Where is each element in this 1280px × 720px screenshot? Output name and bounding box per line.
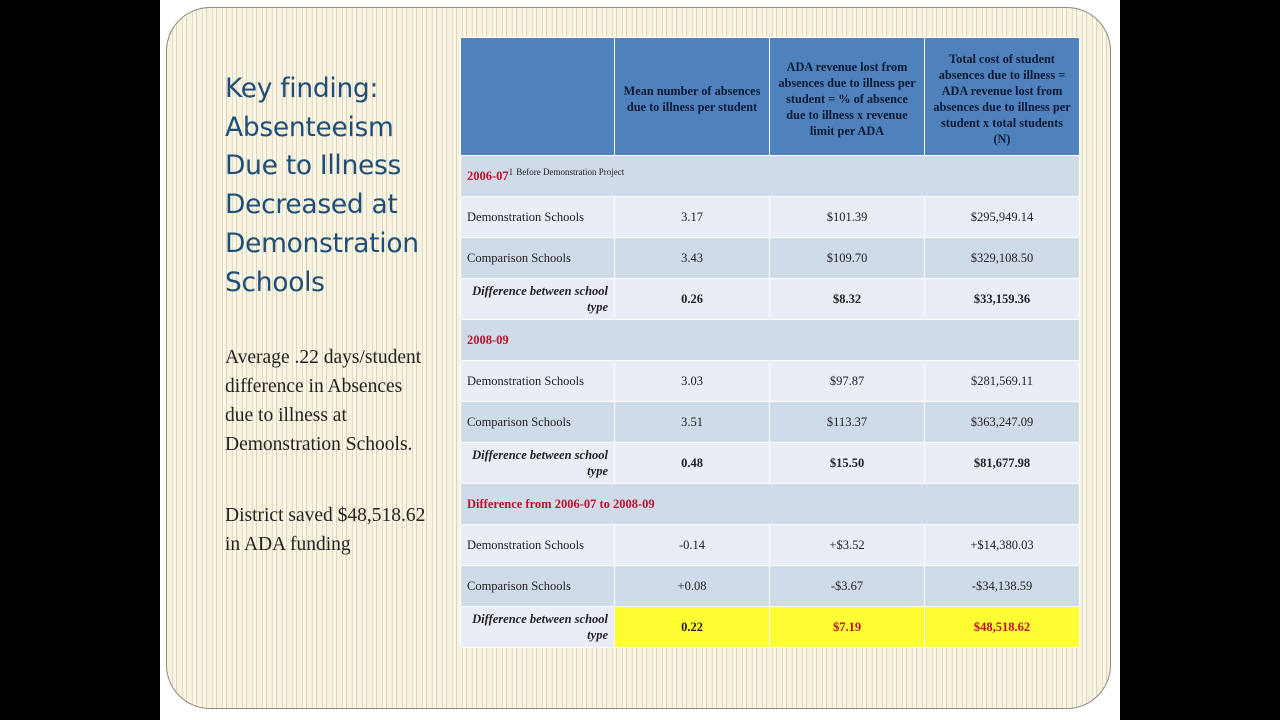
cell-total-highlighted: $48,518.62 (925, 607, 1080, 648)
slide-canvas (160, 0, 1120, 720)
row-label: Difference between school type (461, 607, 615, 648)
cell-mean: -0.14 (615, 525, 770, 566)
title-line: Schools (225, 266, 325, 298)
table-row (461, 566, 1080, 607)
paragraph-line: District saved $48,518.62 (225, 505, 426, 526)
row-label: Comparison Schools (461, 402, 615, 443)
cell-ada-highlighted: $7.19 (770, 607, 925, 648)
header-mean-absences: Mean number of absences due to illness per student (615, 38, 770, 156)
row-label: Difference between school type (461, 443, 615, 484)
title-line: Key finding: (225, 73, 379, 104)
section-note: Before Demonstration Project (516, 166, 625, 177)
table-row-difference (461, 443, 1080, 484)
row-label: Demonstration Schools (461, 197, 615, 238)
absence-cost-table (460, 37, 1080, 648)
cell-mean: +0.08 (615, 566, 770, 607)
cell-ada: $8.32 (770, 279, 925, 320)
paragraph-line: Demonstration Schools. (225, 434, 413, 455)
cell-ada: $97.87 (770, 361, 925, 402)
row-label: Demonstration Schools (461, 361, 615, 402)
cell-mean: 3.03 (615, 361, 770, 402)
cell-mean: 3.43 (615, 238, 770, 279)
row-label: Demonstration Schools (461, 525, 615, 566)
cell-total: -$34,138.59 (925, 566, 1080, 607)
table-row-difference-highlighted (461, 607, 1080, 648)
paragraph-line: difference in Absences (225, 376, 403, 397)
section-title: 2006-07 (467, 168, 509, 183)
section-row-2008-09 (461, 320, 1080, 361)
section-row-difference-years (461, 484, 1080, 525)
cell-total: $295,949.14 (925, 197, 1080, 238)
cell-total: $329,108.50 (925, 238, 1080, 279)
cell-ada: $101.39 (770, 197, 925, 238)
finding-paragraph (225, 343, 465, 459)
row-label: Difference between school type (461, 279, 615, 320)
table-header-row (461, 38, 1080, 156)
cell-ada: +$3.52 (770, 525, 925, 566)
cell-mean-highlighted: 0.22 (615, 607, 770, 648)
paragraph-line: due to illness at (225, 405, 347, 426)
slide-title (225, 70, 455, 302)
section-title: Difference from 2006-07 to 2008-09 (467, 496, 655, 511)
cell-mean: 0.26 (615, 279, 770, 320)
cell-total: +$14,380.03 (925, 525, 1080, 566)
section-row-2006-07 (461, 156, 1080, 197)
cell-mean: 0.48 (615, 443, 770, 484)
title-line: Due to Illness (225, 150, 402, 182)
header-total-cost: Total cost of student absences due to illness = ADA revenue lost from absences due to illness per student x total students (N) (925, 38, 1080, 156)
cell-ada: $109.70 (770, 238, 925, 279)
header-empty (461, 38, 615, 156)
table-row (461, 197, 1080, 238)
table-row (461, 525, 1080, 566)
row-label: Comparison Schools (461, 566, 615, 607)
row-label: Comparison Schools (461, 238, 615, 279)
paragraph-line: Average .22 days/student (225, 347, 422, 368)
section-title: 2008-09 (467, 332, 509, 347)
cell-ada: $15.50 (770, 443, 925, 484)
header-ada-revenue-lost: ADA revenue lost from absences due to illness per student = % of absence due to illness x revenue limit per ADA (770, 38, 925, 156)
paragraph-line: in ADA funding (225, 534, 351, 555)
table-row (461, 238, 1080, 279)
table-row-difference (461, 279, 1080, 320)
table-row (461, 361, 1080, 402)
title-line: Decreased at (225, 189, 398, 221)
savings-paragraph (225, 501, 465, 559)
title-line: Absenteeism (225, 111, 394, 143)
cell-total: $81,677.98 (925, 443, 1080, 484)
cell-mean: 3.17 (615, 197, 770, 238)
cell-mean: 3.51 (615, 402, 770, 443)
cell-total: $281,569.11 (925, 361, 1080, 402)
title-line: Demonstration (225, 227, 419, 259)
footnote-marker: 1 (508, 166, 514, 177)
cell-ada: -$3.67 (770, 566, 925, 607)
slide-frame (166, 7, 1111, 709)
cell-total: $363,247.09 (925, 402, 1080, 443)
cell-ada: $113.37 (770, 402, 925, 443)
cell-total: $33,159.36 (925, 279, 1080, 320)
table-row (461, 402, 1080, 443)
